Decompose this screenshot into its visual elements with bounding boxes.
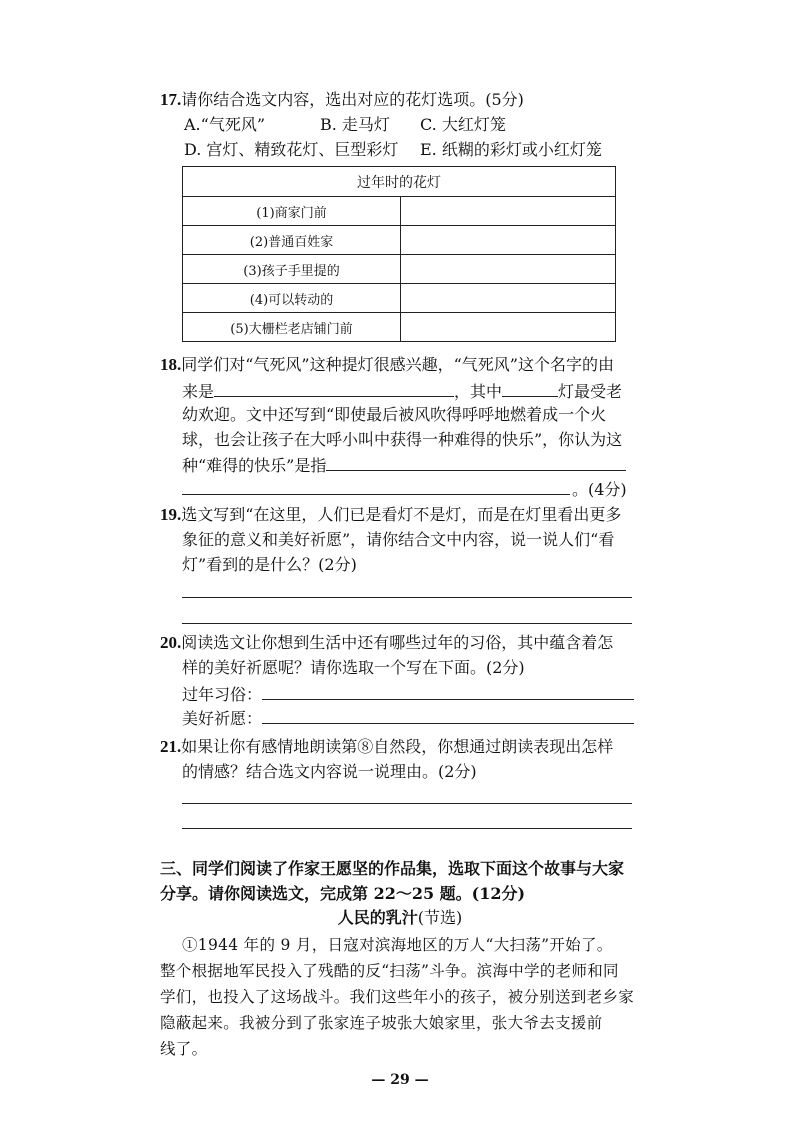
q17-prompt <box>160 88 524 112</box>
q21-answer-line-1[interactable] <box>182 803 632 804</box>
answer-cell[interactable] <box>401 197 616 226</box>
story-line: 线了。 <box>160 1040 208 1058</box>
table-row-label: (5)大栅栏老店铺门前 <box>183 313 401 342</box>
q18-number: 18. <box>160 355 182 374</box>
q19-text-1: 选文写到“在这里，人们已是看灯不是灯，而是在灯里看出更多 <box>181 505 622 524</box>
q18-text-5: 种“难得的快乐”是指 <box>182 456 327 475</box>
q20-custom-label: 过年习俗： <box>182 685 263 704</box>
q19-answer-line-1[interactable] <box>182 597 632 598</box>
q18-line-1 <box>160 353 614 377</box>
table-row <box>183 313 616 342</box>
page-number: — 29 — <box>371 1072 429 1088</box>
answer-cell[interactable] <box>401 255 616 284</box>
q19-answer-line-2[interactable] <box>182 623 632 624</box>
q18-joy-blank[interactable] <box>326 452 626 471</box>
answer-cell[interactable] <box>401 284 616 313</box>
q19-line-2: 象征的意义和美好祈愿”，请你结合文中内容，说一说人们“看 <box>182 530 615 549</box>
q17-option-e: E. 纸糊的彩灯或小红灯笼 <box>420 140 602 159</box>
q17-option-a: A.“气死风” <box>184 115 266 134</box>
q20-wish-blank[interactable] <box>262 705 634 724</box>
table-header-row <box>183 167 616 197</box>
q17-option-b: B. 走马灯 <box>320 115 390 134</box>
q19-line-1 <box>160 503 621 527</box>
q17-option-d: D. 宫灯、精致花灯、巨型彩灯 <box>184 140 399 159</box>
q18-text-2a: 来是 <box>182 382 215 401</box>
table-row-label: (4)可以转动的 <box>183 284 401 313</box>
table-row <box>183 226 616 255</box>
q18-line-5 <box>182 452 626 478</box>
q20-text-1: 阅读选文让你想到生活中还有哪些过年的习俗，其中蕴含着怎 <box>181 633 614 652</box>
q21-number: 21. <box>160 737 182 756</box>
q20-custom-blank[interactable] <box>262 681 634 700</box>
q18-line-3: 幼欢迎。文中还写到“即使最后被风吹得呼呼地燃着成一个火 <box>182 405 607 424</box>
q18-line-2 <box>182 378 622 404</box>
q18-answer-line[interactable] <box>182 494 570 495</box>
answer-cell[interactable] <box>401 226 616 255</box>
q21-text-1: 如果让你有感情地朗读第⑧自然段，你想通过朗读表现出怎样 <box>181 737 614 756</box>
q20-wish-label: 美好祈愿： <box>182 709 263 728</box>
story-line: 整个根据地军民投入了残酷的反“扫荡”斗争。滨海中学的老师和同 <box>160 962 619 980</box>
table-row-label: (2)普通百姓家 <box>183 226 401 255</box>
story-title <box>0 906 800 930</box>
q18-lamp-blank[interactable] <box>502 378 558 397</box>
table-row-label: (1)商家门前 <box>183 197 401 226</box>
q18-text-1: 同学们对“气死风”这种提灯很感兴趣，“气死风”这个名字的由 <box>181 355 614 374</box>
q18-line-4: 球，也会让孩子在大呼小叫中获得一种难得的快乐”，你认为这 <box>182 430 623 449</box>
q17-number: 17. <box>160 90 182 109</box>
section-3-heading-line-2: 分享。请你阅读选文，完成第 22～25 题。(12分) <box>160 884 526 903</box>
table-header: 过年时的花灯 <box>183 167 616 197</box>
q17-text: 请你结合选文内容，选出对应的花灯选项。(5分) <box>181 90 524 109</box>
answer-cell[interactable] <box>401 313 616 342</box>
q19-number: 19. <box>160 505 182 524</box>
story-title-text: 人民的乳汁 <box>337 908 418 927</box>
q19-line-3: 灯”看到的是什么？(2分) <box>182 555 357 574</box>
lantern-match-table <box>182 166 616 342</box>
q18-text-2b: ，其中 <box>454 382 503 401</box>
section-3-heading-line-1: 三、同学们阅读了作家王愿坚的作品集，选取下面这个故事与大家 <box>160 859 625 878</box>
table-row <box>183 284 616 313</box>
story-line: 学们，也投入了这场战斗。我们这些年小的孩子，被分别送到老乡家 <box>160 988 635 1006</box>
table-row <box>183 255 616 284</box>
q18-origin-blank[interactable] <box>214 378 454 397</box>
table-row <box>183 197 616 226</box>
q20-line-2: 样的美好祈愿呢？请你选取一个写在下面。(2分) <box>182 658 525 677</box>
q20-custom-row <box>182 681 634 707</box>
q18-text-2c: 灯最受老 <box>558 382 623 401</box>
story-line: 隐蔽起来。我被分到了张家连子坡张大娘家里，张大爷去支援前 <box>160 1014 603 1032</box>
q21-line-2: 的情感？结合选文内容说一说理由。(2分) <box>182 762 477 781</box>
story-subtitle: (节选) <box>417 908 463 927</box>
q18-score: 。(4分) <box>572 480 627 499</box>
q17-option-c: C. 大红灯笼 <box>420 115 506 134</box>
table-row-label: (3)孩子手里提的 <box>183 255 401 284</box>
q20-line-1 <box>160 631 613 655</box>
story-line: ①1944 年的 9 月，日寇对滨海地区的万人“大扫荡”开始了。 <box>182 936 613 954</box>
q20-number: 20. <box>160 633 182 652</box>
q20-wish-row <box>182 705 634 731</box>
q21-line-1 <box>160 735 613 759</box>
q21-answer-line-2[interactable] <box>182 828 632 829</box>
